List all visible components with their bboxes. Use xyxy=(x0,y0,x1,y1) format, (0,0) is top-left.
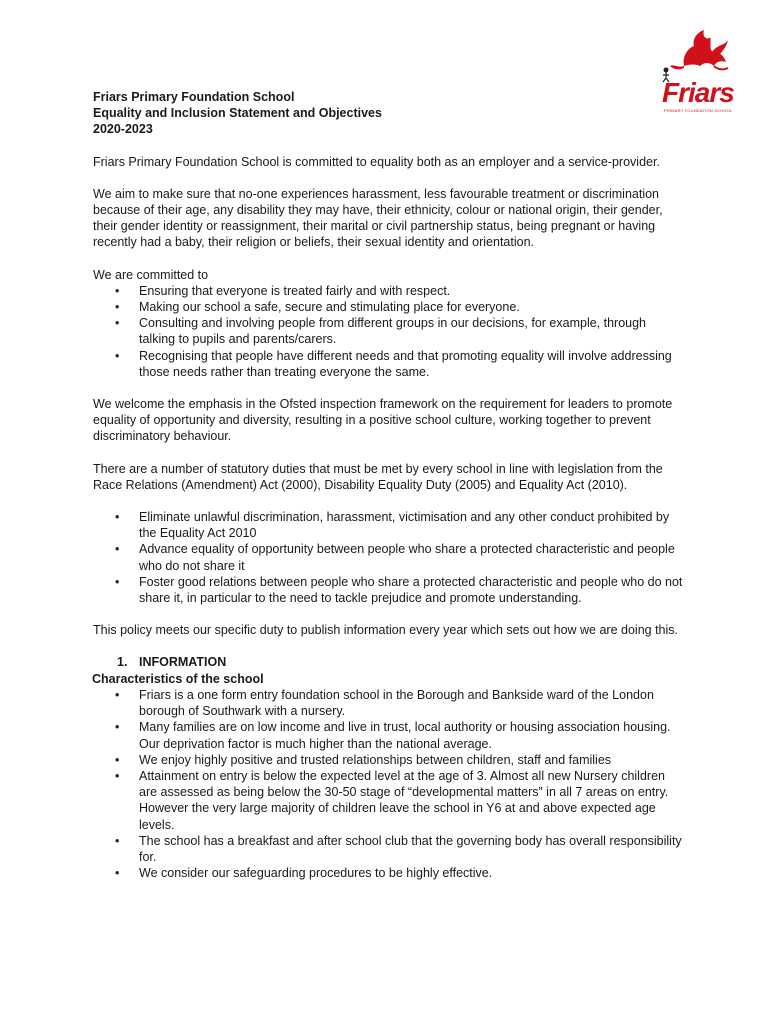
committed-list xyxy=(93,283,683,380)
list-item: • Many families are on low income and live in trust, local authority or housing association housing. Our deprivation factor is much higher than the national average. xyxy=(93,719,683,751)
logo-wordmark: Friars xyxy=(662,77,734,108)
intro-paragraph: Friars Primary Foundation School is committed to equality both as an employer and a service-provider. xyxy=(93,154,660,169)
list-item: • Attainment on entry is below the expected level at the age of 3. Almost all new Nursery children are assessed as being below the 30-50 stage of “developmental matters” in all 7 areas on entry. However the very large majority of children leave the school in Y6 at and above expected age levels. xyxy=(93,768,683,833)
section-heading-information xyxy=(93,654,683,670)
title-statement: Equality and Inclusion Statement and Objectives xyxy=(93,106,382,121)
policy-paragraph: This policy meets our specific duty to publish information every year which sets out how we are doing this. xyxy=(93,623,678,638)
list-item: • Consulting and involving people from different groups in our decisions, for example, through talking to pupils and parents/carers. xyxy=(93,315,683,347)
committed-lead: We are committed to xyxy=(93,267,209,282)
list-item: • Eliminate unlawful discrimination, harassment, victimisation and any other conduct prohibited by the Equality Act 2010 xyxy=(93,509,683,541)
characteristics-heading: Characteristics of the school xyxy=(92,671,264,686)
list-item: • Making our school a safe, secure and stimulating place for everyone. xyxy=(93,299,683,315)
list-item: • The school has a breakfast and after school club that the governing body has overall responsibility for. xyxy=(93,833,683,865)
title-school: Friars Primary Foundation School xyxy=(93,90,295,104)
document-body xyxy=(93,89,683,881)
list-item: • Advance equality of opportunity between people who share a protected characteristic and people who do not share it xyxy=(93,541,683,573)
ofsted-paragraph: We welcome the emphasis in the Ofsted inspection framework on the requirement for leaders to promote equality of opportunity and diversity, resulting in a positive school culture, working together to prevent discriminatory behaviour. xyxy=(93,397,673,444)
title-years: 2020-2023 xyxy=(93,122,153,137)
aim-paragraph: We aim to make sure that no-one experiences harassment, less favourable treatment or discrimination because of their age, any disability they may have, their ethnicity, colour or national origin, their gender, their gender identity or reassignment, their marital or civil partnership status, being pregnant or having recently had a baby, their religion or beliefs, their sexual identity and orientation. xyxy=(93,186,663,250)
characteristics-list xyxy=(93,687,683,881)
list-item: • Foster good relations between people who share a protected characteristic and people who do not share it, in particular to the need to tackle prejudice and promote understanding. xyxy=(93,574,683,606)
list-item: • We enjoy highly positive and trusted relationships between children, staff and families xyxy=(93,752,683,768)
list-item: • Ensuring that everyone is treated fairly and with respect. xyxy=(93,283,683,299)
list-item: • Friars is a one form entry foundation school in the Borough and Bankside ward of the London borough of Southwark with a nursery. xyxy=(93,687,683,719)
section-number: 1. xyxy=(117,655,128,670)
list-item: • Recognising that people have different needs and that promoting equality will involve addressing those needs rather than treating everyone the same. xyxy=(93,348,683,380)
list-item: • We consider our safeguarding procedures to be highly effective. xyxy=(93,865,683,881)
logo-subtitle: PRIMARY FOUNDATION SCHOOL xyxy=(664,108,733,113)
duties-list xyxy=(93,509,683,606)
duties-lead: There are a number of statutory duties that must be met by every school in line with legislation from the Race Relations (Amendment) Act (2000), Disability Equality Duty (2005) and Equality Act (2010). xyxy=(93,461,663,492)
section-title: INFORMATION xyxy=(139,655,227,670)
